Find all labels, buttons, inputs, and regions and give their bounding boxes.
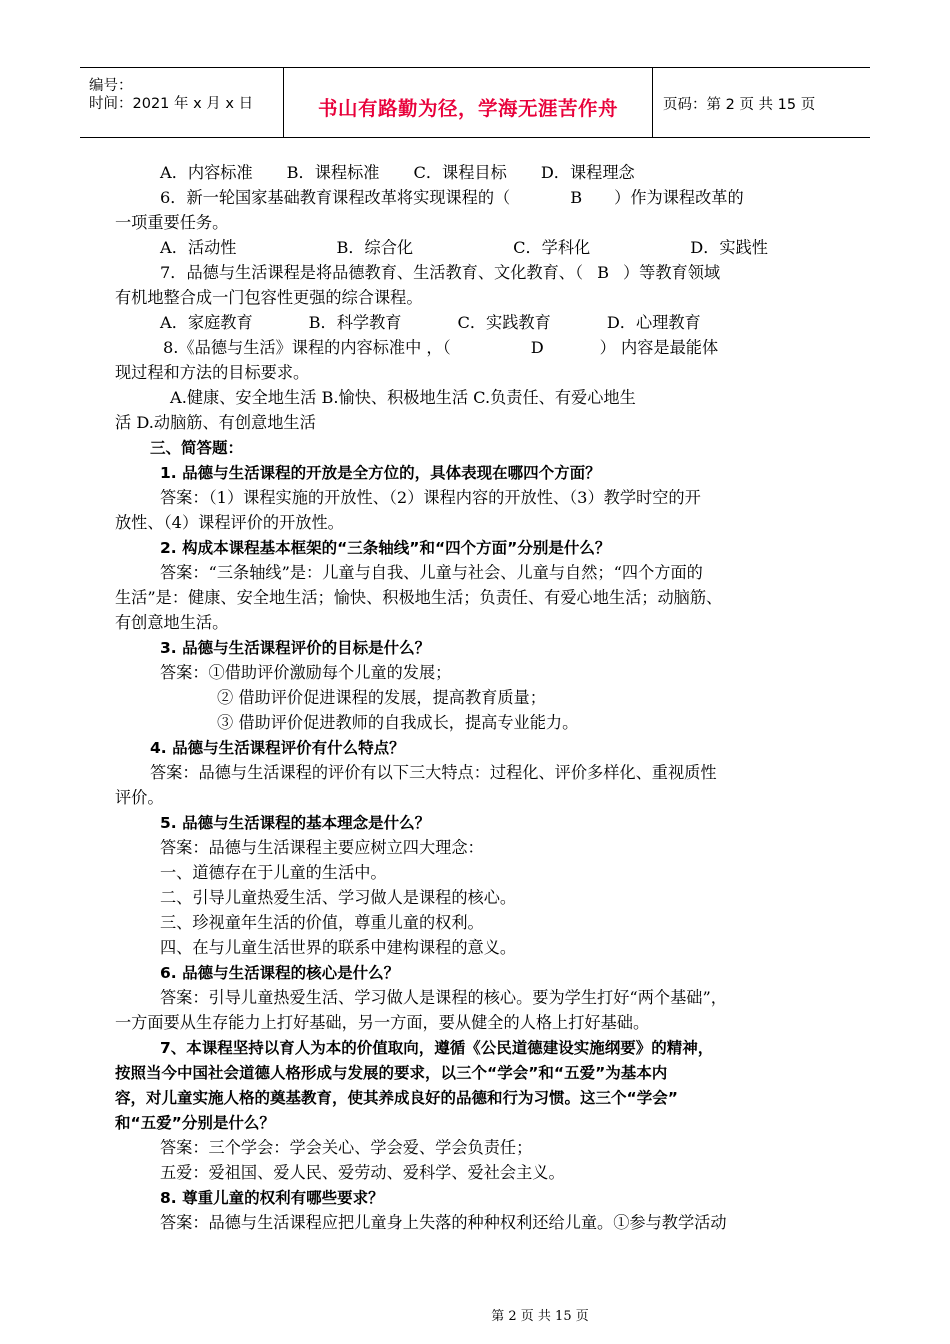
q7-text: 7．品德与生活课程是将品德教育、生活教育、文化教育、（: [160, 263, 584, 282]
q7-text-post: ）等教育领域: [622, 263, 721, 282]
option-c: C．实践教育: [457, 313, 551, 332]
q7-line2: 有机地整合成一门包容性更强的综合课程。: [115, 288, 423, 307]
q8-options-line1: A.健康、安全地生活 B.愉快、积极地生活 C.负责任、有爱心地生: [170, 388, 636, 407]
s5-answer: 三、珍视童年生活的价值，尊重儿童的权利。: [160, 913, 484, 932]
q8-line2: 现过程和方法的目标要求。: [115, 363, 310, 382]
option-a: A．内容标准: [160, 163, 253, 182]
s7-answer: 五爱：爱祖国、爱人民、爱劳动、爱科学、爱社会主义。: [160, 1163, 565, 1182]
q6-answer: B: [570, 188, 583, 207]
page-footer: 第 2 页 共 15 页: [491, 1309, 589, 1324]
s3-answer: 答案：①借助评价激励每个儿童的发展；: [160, 663, 452, 682]
q8-options-line2: 活 D.动脑筋、有创意地生活: [115, 413, 316, 432]
option-a: A．活动性: [160, 238, 237, 257]
header-meta: [80, 68, 284, 137]
q8-text: 8.《品德与生活》课程的内容标准中 ，（: [163, 338, 451, 357]
option-c: C．学科化: [513, 238, 591, 257]
s1-answer: 放性、（4）课程评价的开放性。: [115, 513, 344, 532]
s5-answer: 一、道德存在于儿童的生活中。: [160, 863, 387, 882]
option-d: D．心理教育: [606, 313, 701, 332]
number-label: 编号：: [89, 78, 133, 94]
s2-answer: 答案：“三条轴线”是：儿童与自我、儿童与社会、儿童与自然；“四个方面的: [160, 563, 703, 582]
s4-answer: 评价。: [115, 788, 164, 807]
s7-question: 容，对儿童实施人格的奠基教育，使其养成良好的品德和行为习惯。这三个“学会”: [115, 1089, 678, 1107]
option-a: A．家庭教育: [160, 313, 253, 332]
s8-answer: 答案：品德与生活课程应把儿童身上失落的种种权利还给儿童。①参与教学活动: [160, 1213, 727, 1232]
s5-answer: 二、引导儿童热爱生活、学习做人是课程的核心。: [160, 888, 517, 907]
option-b: B．综合化: [336, 238, 414, 257]
s3-answer: ② 借助评价促进课程的发展，提高教育质量；: [217, 688, 546, 707]
page-header: [80, 67, 870, 138]
q6-line1: [160, 187, 744, 209]
s1-answer: 答案：（1）课程实施的开放性、（2）课程内容的开放性、（3）教学时空的开: [160, 488, 701, 507]
date-label: 时间：2021 年 x 月 x 日: [89, 96, 254, 112]
option-d: D．实践性: [690, 238, 768, 257]
s2-answer: 生活”是：健康、安全地生活；愉快、积极地生活；负责任、有爱心地生活；动脑筋、: [115, 588, 723, 607]
q6-text-post: ）作为课程改革的: [614, 188, 744, 207]
s6-question: 6. 品德与生活课程的核心是什么？: [160, 964, 400, 982]
s7-answer: 答案：三个学会：学会关心、学会爱、学会负责任；: [160, 1138, 533, 1157]
s2-question: 2. 构成本课程基本框架的“三条轴线”和“四个方面”分别是什么？: [160, 539, 611, 557]
s7-question: 和“五爱”分别是什么？: [115, 1114, 275, 1132]
s5-answer: 答案：品德与生活课程主要应树立四大理念：: [160, 838, 484, 857]
s7-question: 7、本课程坚持以育人为本的价值取向，遵循《公民道德建设实施纲要》的精神，: [160, 1039, 714, 1057]
q8-text-post: ） 内容是最能体: [599, 338, 719, 357]
option-b: B．课程标准: [286, 163, 380, 182]
s6-answer: 一方面要从生存能力上打好基础，另一方面，要从健全的人格上打好基础。: [115, 1013, 650, 1032]
q6-text: 6．新一轮国家基础教育课程改革将实现课程的（: [160, 188, 511, 207]
header-motto-cell: [284, 68, 653, 137]
q7-answer: B: [597, 263, 609, 282]
q8-line1: [163, 337, 718, 359]
option-c: C．课程目标: [413, 163, 507, 182]
q8-answer: D: [530, 338, 544, 357]
s3-question: 3. 品德与生活课程评价的目标是什么？: [160, 639, 431, 657]
header-page-cell: [653, 68, 870, 137]
section-title: 三、简答题：: [150, 439, 244, 457]
q5-options: [160, 162, 635, 184]
option-b: B．科学教育: [308, 313, 402, 332]
s1-question: 1. 品德与生活课程的开放是全方位的，具体表现在哪四个方面？: [160, 464, 601, 482]
s2-answer: 有创意地生活。: [115, 613, 229, 632]
header-page-label: 页码：第 2 页 共 15 页: [663, 97, 816, 113]
s8-question: 8. 尊重儿童的权利有哪些要求？: [160, 1189, 384, 1207]
s5-answer: 四、在与儿童生活世界的联系中建构课程的意义。: [160, 938, 517, 957]
q7-options: [160, 312, 701, 334]
option-d: D．课程理念: [540, 163, 635, 182]
s7-question: 按照当今中国社会道德人格形成与发展的要求，以三个“学会”和“五爱”为基本内: [115, 1064, 668, 1082]
s3-answer: ③ 借助评价促进教师的自我成长，提高专业能力。: [217, 713, 579, 732]
q7-line1: [160, 262, 720, 284]
s4-answer: 答案：品德与生活课程的评价有以下三大特点：过程化、评价多样化、重视质性: [150, 763, 717, 782]
s6-answer: 答案：引导儿童热爱生活、学习做人是课程的核心。要为学生打好“两个基础”，: [160, 988, 727, 1007]
s5-question: 5. 品德与生活课程的基本理念是什么？: [160, 814, 431, 832]
s4-question: 4. 品德与生活课程评价有什么特点？: [150, 739, 405, 757]
q6-options: [160, 237, 768, 259]
q6-line2: 一项重要任务。: [115, 213, 229, 232]
motto: 书山有路勤为径，学海无涯苦作舟: [317, 97, 618, 120]
